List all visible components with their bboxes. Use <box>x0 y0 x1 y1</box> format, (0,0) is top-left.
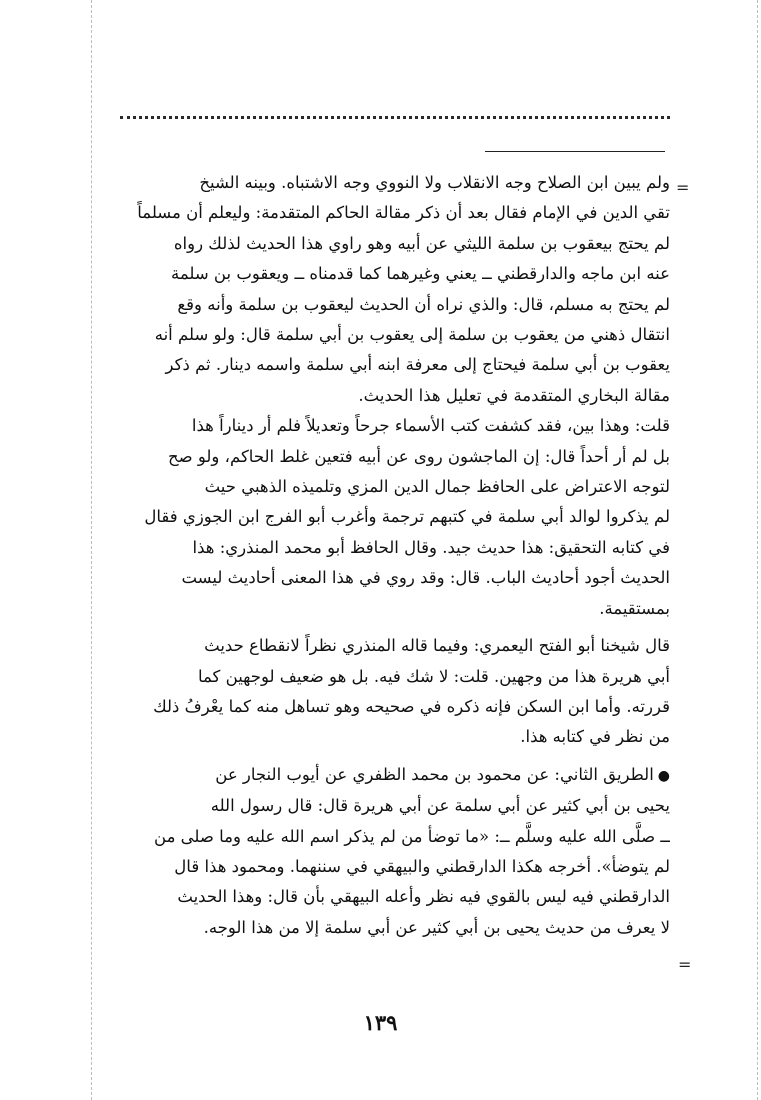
text-line: أبي هريرة هذا من وجهين. قلت: لا شك فيه. بل هو ضعيف لوجهين كما <box>197 666 670 686</box>
text-line: بل لم أر أحداً قال: إن الماجشون روى عن أبيه فتعين غلط الحاكم، ولو صح <box>167 446 670 466</box>
text-line: لم يحتج به مسلم، قال: والذي نراه أن الحديث ليعقوب بن سلمة وأنه وقع <box>177 294 670 314</box>
text-line: بمستقيمة. <box>599 598 670 618</box>
footnote-text-block <box>105 168 670 943</box>
continuation-marker-top: = <box>676 178 690 197</box>
paragraph-4 <box>105 760 670 943</box>
text-line: في كتابه التحقيق: هذا حديث جيد. وقال الحافظ أبو محمد المنذري: هذا <box>192 537 670 557</box>
page-number: ١٣٩ <box>363 1010 398 1035</box>
text-line: لم يحتج بيعقوب بن سلمة الليثي عن أبيه وهو راوي هذا الحديث لذلك رواه <box>173 233 670 253</box>
continuation-marker-bottom: = <box>678 955 692 974</box>
paragraph-1 <box>105 168 670 411</box>
text-line: عنه ابن ماجه والدارقطني ــ يعني وغيرهما كما قدمناه ــ ويعقوب بن سلمة <box>171 264 670 284</box>
bullet-icon: ● <box>657 767 670 784</box>
text-line: لم يتوضأ». أخرجه هكذا الدارقطني والبيهقي في سننهما. ومحمود هذا قال <box>174 856 670 876</box>
left-page-edge-line <box>91 0 92 1100</box>
text-line: من نظر في كتابه هذا. <box>520 727 670 747</box>
text-line: انتقال ذهني من يعقوب بن سلمة إلى يعقوب بن أبي سلمة قال: ولو سلم أنه <box>154 325 670 345</box>
text-line: لا يعرف من حديث يحيى بن أبي كثير عن أبي سلمة إلا من هذا الوجه. <box>203 917 670 937</box>
text-line: مقالة البخاري المتقدمة في تعليل هذا الحديث. <box>358 385 670 405</box>
footnote-separator-rule <box>485 151 665 152</box>
text-line: يعقوب بن أبي سلمة فيحتاج إلى معرفة ابنه أبي سلمة واسمه دينار. ثم ذكر <box>165 355 670 375</box>
text-line <box>105 760 670 791</box>
text-line: قال شيخنا أبو الفتح اليعمري: وفيما قاله المنذري نظراً لانقطاع حديث <box>204 636 670 656</box>
paragraph-3 <box>105 631 670 753</box>
text-line: تقي الدين في الإمام فقال بعد أن ذكر مقالة الحاكم المتقدمة: وليعلم أن مسلماً <box>137 203 670 223</box>
dotted-header-rule <box>120 116 670 119</box>
text-line: قلت: وهذا بين، فقد كشفت كتب الأسماء جرحاً وتعديلاً فلم أر ديناراً هذا <box>191 416 670 436</box>
text-line: ولم يبين ابن الصلاح وجه الانقلاب ولا النووي وجه الاشتباه. وبينه الشيخ <box>199 173 670 192</box>
paragraph-2 <box>105 411 670 624</box>
text-line: ــ صلَّى الله عليه وسلَّم ــ: «ما توضأ من لم يذكر اسم الله عليه وما صلى من <box>154 826 670 846</box>
text-line: الحديث أجود أحاديث الباب. قال: وقد روي في هذا المعنى أحاديث ليست <box>181 568 670 588</box>
right-page-edge-line <box>757 0 758 1100</box>
text-line: قررته. وأما ابن السكن فإنه ذكره في صحيحه وهو تساهل منه كما يعْرفُ ذلك <box>153 696 670 716</box>
text-line: الدارقطني فيه ليس بالقوي فيه نظر وأعله البيهقي بأن قال: وهذا الحديث <box>177 887 670 907</box>
text-line-content: الطريق الثاني: عن محمود بن محمد الظفري عن أيوب النجار عن <box>215 764 654 784</box>
text-line: يحيى بن أبي كثير عن أبي سلمة عن أبي هريرة قال: قال رسول الله <box>210 796 670 816</box>
text-line: لم يذكروا لوالد أبي سلمة في كتبهم ترجمة وأغرب أبو الفرج ابن الجوزي فقال <box>144 507 670 527</box>
text-line: لتوجه الاعتراض على الحافظ جمال الدين المزي وتلميذه الذهبي حيث <box>204 477 670 497</box>
